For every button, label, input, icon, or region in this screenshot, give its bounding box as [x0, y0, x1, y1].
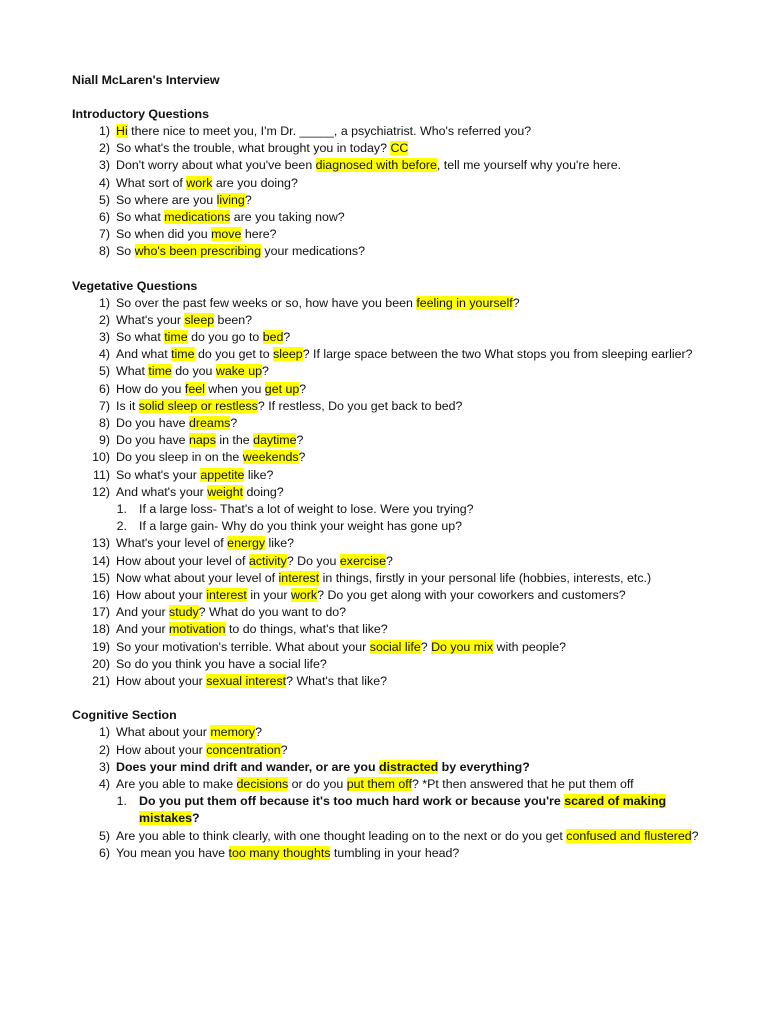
question-item — [72, 484, 702, 501]
question-text: Are you able to make — [116, 776, 237, 791]
question-text: And what's your — [116, 484, 208, 499]
highlighted-text: get up — [264, 381, 300, 396]
question-number: 17) — [92, 605, 110, 620]
highlighted-text: who's been prescribing — [134, 244, 261, 259]
question-text: been? — [214, 312, 253, 327]
sub-question-item — [72, 501, 702, 518]
question-item — [72, 742, 702, 759]
question-list — [72, 724, 702, 862]
question-item — [72, 776, 702, 793]
highlighted-text: solid sleep or restless — [138, 398, 258, 413]
question-text: ? — [386, 553, 393, 568]
question-text: ? — [299, 381, 307, 396]
question-item — [72, 828, 702, 845]
highlighted-text: distracted — [379, 759, 439, 774]
question-number: 2) — [98, 742, 110, 757]
question-text: ? — [296, 433, 304, 448]
question-number: 3) — [98, 330, 110, 345]
question-item — [72, 140, 702, 157]
question-text: Do you put them off because it's too much hard work or because you're — [139, 794, 565, 809]
question-text: So where are you — [116, 192, 217, 207]
highlighted-text: social life — [369, 639, 421, 654]
question-text: If a large gain- Why do you think your weight has gone up? — [139, 519, 463, 534]
highlighted-text: move — [211, 227, 242, 242]
question-number: 4) — [98, 175, 110, 190]
question-text: to do things, what's that like? — [225, 622, 388, 637]
question-text: ? What do you want to do? — [198, 605, 347, 620]
question-text: in your — [246, 588, 291, 603]
question-item — [72, 209, 702, 226]
question-text: there nice to meet you, I'm Dr. _____, a psychiatrist. Who's referred you? — [127, 124, 532, 138]
question-text: like? — [265, 536, 294, 551]
question-item — [72, 845, 702, 862]
highlighted-text: concentration — [206, 742, 281, 757]
question-text: in the — [215, 433, 254, 448]
question-text: Do you have — [116, 416, 190, 431]
question-text: here? — [241, 227, 277, 242]
question-text: are you doing? — [212, 175, 298, 190]
question-text: ? — [262, 364, 269, 379]
question-text: Does your mind drift and wander, or are you — [116, 759, 380, 774]
question-item — [72, 724, 702, 741]
question-number: 1) — [98, 295, 110, 310]
highlighted-text: put them off — [346, 776, 412, 791]
highlighted-text: motivation — [169, 622, 226, 637]
highlighted-text: time — [148, 364, 172, 379]
question-number: 11) — [93, 467, 110, 482]
question-item — [72, 432, 702, 449]
highlighted-text: bed — [262, 330, 284, 345]
question-text: Do you have — [116, 433, 190, 448]
question-number: 18) — [92, 622, 110, 637]
question-list — [72, 295, 702, 691]
question-item — [72, 329, 702, 346]
question-text: ? Do you — [286, 553, 340, 568]
question-item — [72, 553, 702, 570]
question-text: ? What's that like? — [286, 674, 387, 689]
question-text: ? — [420, 639, 432, 654]
highlighted-text: feel — [184, 381, 205, 396]
highlighted-text: medications — [164, 210, 231, 225]
question-text: like? — [244, 467, 274, 482]
question-text: So your motivation's terrible. What about your — [116, 639, 370, 654]
question-number: 20) — [92, 656, 110, 671]
question-item — [72, 226, 702, 243]
question-number: 14) — [92, 553, 110, 568]
question-text: tumbling in your head? — [330, 845, 460, 860]
section-title: Vegetative Questions — [72, 278, 198, 293]
highlighted-text: dreams — [189, 416, 231, 431]
question-number: 8) — [98, 244, 110, 259]
question-number: 15) — [92, 570, 110, 585]
question-text: by everything? — [438, 759, 530, 774]
question-text: do you — [171, 364, 216, 379]
highlighted-text: confused and flustered — [566, 828, 692, 843]
highlighted-text: CC — [390, 141, 409, 156]
question-item — [72, 363, 702, 380]
question-text: ? — [192, 811, 200, 826]
sub-question-item — [72, 518, 702, 535]
highlighted-text: decisions — [236, 776, 289, 791]
highlighted-text: wake up — [215, 364, 263, 379]
question-text: So — [116, 244, 135, 259]
question-number: 5) — [98, 192, 110, 207]
question-item — [72, 449, 702, 466]
question-item — [72, 535, 702, 552]
question-text: How do you — [116, 381, 185, 396]
question-text: your medications? — [260, 244, 365, 259]
question-item — [72, 381, 702, 398]
question-text: So what's your — [116, 467, 201, 482]
question-text: What's your level of — [116, 536, 228, 551]
highlighted-text: naps — [189, 433, 216, 448]
question-number: 3) — [98, 759, 110, 774]
question-number: 13) — [92, 536, 110, 551]
sub-question-number: 1. — [116, 502, 127, 517]
question-number: 19) — [92, 639, 110, 654]
highlighted-text: work — [186, 175, 213, 190]
question-text: What's your — [116, 312, 185, 327]
sub-question-item — [72, 793, 702, 827]
question-text: ? — [230, 416, 238, 431]
highlighted-text: Do you mix — [431, 639, 494, 654]
highlighted-text: scared of making mistakes — [139, 794, 667, 826]
question-text: And what — [116, 347, 172, 362]
question-text: do you go to — [187, 330, 263, 345]
highlighted-text: living — [216, 192, 245, 207]
question-text: So when did you — [116, 227, 212, 242]
question-text: How about your — [116, 588, 207, 603]
highlighted-text: interest — [206, 588, 247, 603]
question-text: in things, firstly in your personal life (hobbies, interests, etc.) — [319, 570, 652, 585]
question-text: How about your level of — [116, 553, 249, 568]
highlighted-text: activity — [248, 553, 287, 568]
highlighted-text: sleep — [273, 347, 303, 362]
question-text: You mean you have — [116, 845, 229, 860]
question-text: Are you able to think clearly, with one thought leading on to the next or do you get — [116, 828, 567, 843]
question-text: with people? — [493, 639, 567, 654]
question-text: Now what about your level of — [116, 570, 279, 585]
question-text: ? — [283, 330, 291, 345]
question-number: 2) — [98, 312, 110, 327]
highlighted-text: time — [171, 347, 195, 362]
highlighted-text: memory — [210, 725, 256, 740]
question-item — [72, 759, 702, 776]
question-text: , tell me yourself why you're here. — [436, 158, 622, 173]
question-text: What sort of — [116, 175, 187, 190]
question-item — [72, 570, 702, 587]
question-text: doing? — [243, 484, 284, 499]
question-text: ? — [244, 192, 252, 207]
question-text: So what — [116, 210, 165, 225]
highlighted-text: feeling in yourself — [416, 295, 513, 310]
question-item — [72, 415, 702, 432]
question-text: ? If large space between the two What stops you from sleeping earlier? — [302, 347, 693, 362]
highlighted-text: too many thoughts — [228, 845, 331, 860]
question-text: So what — [116, 330, 165, 345]
question-item — [72, 192, 702, 209]
highlighted-text: energy — [227, 536, 266, 551]
question-text: Don't worry about what you've been — [116, 158, 316, 173]
question-text: If a large loss- That's a lot of weight to lose. Were you trying? — [139, 502, 474, 517]
document-title: Niall McLaren's Interview — [72, 73, 220, 87]
question-item — [72, 604, 702, 621]
question-text: What about your — [116, 725, 211, 740]
question-number: 4) — [98, 776, 110, 791]
highlighted-text: daytime — [253, 433, 297, 448]
question-number: 5) — [98, 828, 110, 843]
question-text: ? If restless, Do you get back to bed? — [257, 398, 463, 413]
question-number: 2) — [98, 141, 110, 156]
question-item — [72, 587, 702, 604]
question-text: ? Do you get along with your coworkers and customers? — [317, 588, 626, 603]
question-text: And your — [116, 622, 170, 637]
highlighted-text: diagnosed with before — [315, 158, 437, 173]
highlighted-text: exercise — [339, 553, 386, 568]
question-text: ? — [691, 828, 699, 843]
question-text: ? — [298, 450, 306, 465]
question-number: 1) — [98, 124, 110, 138]
question-item — [72, 673, 702, 690]
question-text: ? *Pt then answered that he put them off — [411, 776, 634, 791]
question-number: 16) — [92, 588, 110, 603]
question-item — [72, 295, 702, 312]
question-text: do you get to — [194, 347, 274, 362]
question-text: How about your — [116, 674, 207, 689]
question-number: 4) — [98, 347, 110, 362]
question-number: 5) — [98, 364, 110, 379]
document-page — [72, 72, 702, 862]
question-number: 8) — [98, 416, 110, 431]
question-item — [72, 123, 702, 140]
question-number: 6) — [98, 210, 110, 225]
question-text: Do you sleep in on the — [116, 450, 243, 465]
question-number: 6) — [98, 381, 110, 396]
question-text: So over the past few weeks or so, how have you been — [116, 295, 417, 310]
section-title: Introductory Questions — [72, 107, 209, 121]
question-number: 9) — [98, 433, 110, 448]
question-number: 7) — [98, 398, 110, 413]
question-number: 1) — [98, 725, 110, 740]
question-number: 7) — [98, 227, 110, 242]
question-item — [72, 656, 702, 673]
sub-question-number: 2. — [116, 519, 127, 534]
question-text: What — [116, 364, 149, 379]
highlighted-text: weight — [207, 484, 244, 499]
question-text: So what's the trouble, what brought you in today? — [116, 141, 391, 156]
question-text: when you — [204, 381, 265, 396]
highlighted-text: study — [169, 605, 199, 620]
question-text: Is it — [116, 398, 139, 413]
question-item — [72, 621, 702, 638]
highlighted-text: interest — [278, 570, 320, 585]
question-number: 21) — [92, 674, 110, 689]
question-text: are you taking now? — [230, 210, 345, 225]
question-item — [72, 243, 702, 260]
section-title: Cognitive Section — [72, 708, 177, 723]
question-text: ? — [280, 742, 288, 757]
question-text: or do you — [288, 776, 347, 791]
question-number: 12) — [92, 484, 110, 499]
highlighted-text: sexual interest — [206, 674, 287, 689]
question-item — [72, 175, 702, 192]
highlighted-text: Hi — [116, 124, 128, 138]
highlighted-text: time — [164, 330, 188, 345]
highlighted-text: weekends — [242, 450, 299, 465]
question-item — [72, 639, 702, 656]
highlighted-text: work — [290, 588, 318, 603]
question-item — [72, 312, 702, 329]
question-number: 3) — [98, 158, 110, 173]
sub-question-number: 1. — [116, 794, 127, 809]
question-item — [72, 157, 702, 174]
question-number: 10) — [92, 450, 110, 465]
question-list — [72, 123, 702, 261]
question-text: And your — [116, 605, 170, 620]
question-text: How about your — [116, 742, 207, 757]
highlighted-text: appetite — [200, 467, 245, 482]
question-text: So do you think you have a social life? — [116, 656, 327, 671]
question-text: ? — [255, 725, 263, 740]
highlighted-text: sleep — [184, 312, 215, 327]
question-sections — [72, 106, 702, 862]
question-item — [72, 346, 702, 363]
question-item — [72, 467, 702, 484]
question-number: 6) — [98, 845, 110, 860]
question-text: ? — [512, 295, 520, 310]
question-item — [72, 398, 702, 415]
